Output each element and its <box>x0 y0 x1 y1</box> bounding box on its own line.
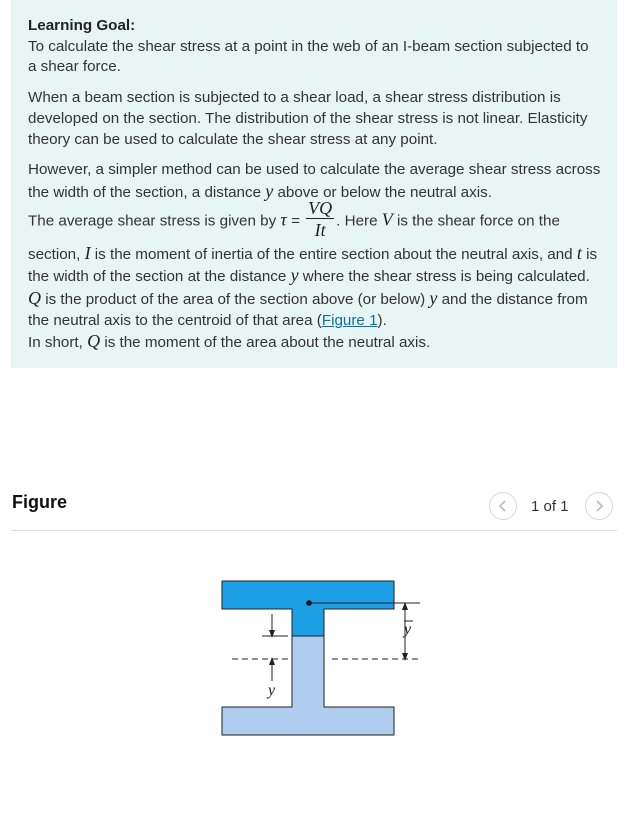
var-q: Q <box>28 288 41 309</box>
goal-text: To calculate the shear stress at a point in the web of an I-beam section subjected to a shear force. <box>28 37 589 76</box>
var-t: t <box>576 242 582 263</box>
figure-header <box>11 486 617 531</box>
fraction-numerator: VQ <box>308 197 333 218</box>
shear-formula-fraction <box>306 198 334 241</box>
text-segment: is the moment of the area about the neutral axis. <box>100 334 431 352</box>
fraction-denominator: It <box>314 219 326 240</box>
text-segment: The average shear stress is given by <box>28 212 281 230</box>
goal-title: Learning Goal: <box>28 17 136 34</box>
text-segment: is the width of the section at the distance <box>28 245 598 286</box>
paragraph-distribution: When a beam section is subjected to a shear load, a shear stress distribution is developed on the section. The distribution of the shear stress is not linear. Elasticity theory can be used to calculate the shear stress at any point. <box>28 89 588 148</box>
var-y: y <box>290 265 299 286</box>
text-segment: above or below the neutral axis. <box>273 183 492 201</box>
y-dimension-label: y <box>268 682 276 699</box>
var-q: Q <box>87 331 101 352</box>
text-segment: is the moment of inertia of the entire section about the neutral axis, and <box>90 245 577 263</box>
var-i: I <box>84 242 91 263</box>
next-figure-button[interactable] <box>585 492 613 520</box>
text-segment: and the distance from the neutral axis to the centroid of that area ( <box>28 291 588 329</box>
paragraph-formula <box>28 197 601 355</box>
ybar-dimension-label: y <box>404 621 412 638</box>
ibeam-lower-section <box>222 636 394 735</box>
var-y: y <box>265 180 274 201</box>
chevron-left-icon <box>498 500 508 512</box>
figure-page-count: 1 of 1 <box>531 498 569 515</box>
text-segment: is the shear force on the section, <box>28 212 560 263</box>
figure-1-link[interactable]: Figure 1 <box>321 311 378 329</box>
figure-title: Figure <box>12 492 68 512</box>
ibeam-upper-section <box>222 581 394 636</box>
var-y: y <box>429 288 438 309</box>
learning-goal-panel <box>11 0 617 368</box>
text-segment: . Here <box>336 212 382 230</box>
text-segment: ). <box>377 311 387 329</box>
text-segment: where the shear stress is being calculated. <box>298 268 590 286</box>
var-v: V <box>381 209 393 230</box>
text-segment: In short, <box>28 334 88 352</box>
var-tau: τ <box>280 209 287 230</box>
equals-sign: = <box>286 212 305 230</box>
chevron-right-icon <box>594 500 604 512</box>
previous-figure-button[interactable] <box>489 492 517 520</box>
ibeam-diagram <box>0 540 632 760</box>
text-segment: is the product of the area of the section above (or below) <box>41 291 430 309</box>
text-segment: However, a simpler method can be used to calculate the average shear stress across the width of the section, a distance <box>28 161 601 201</box>
